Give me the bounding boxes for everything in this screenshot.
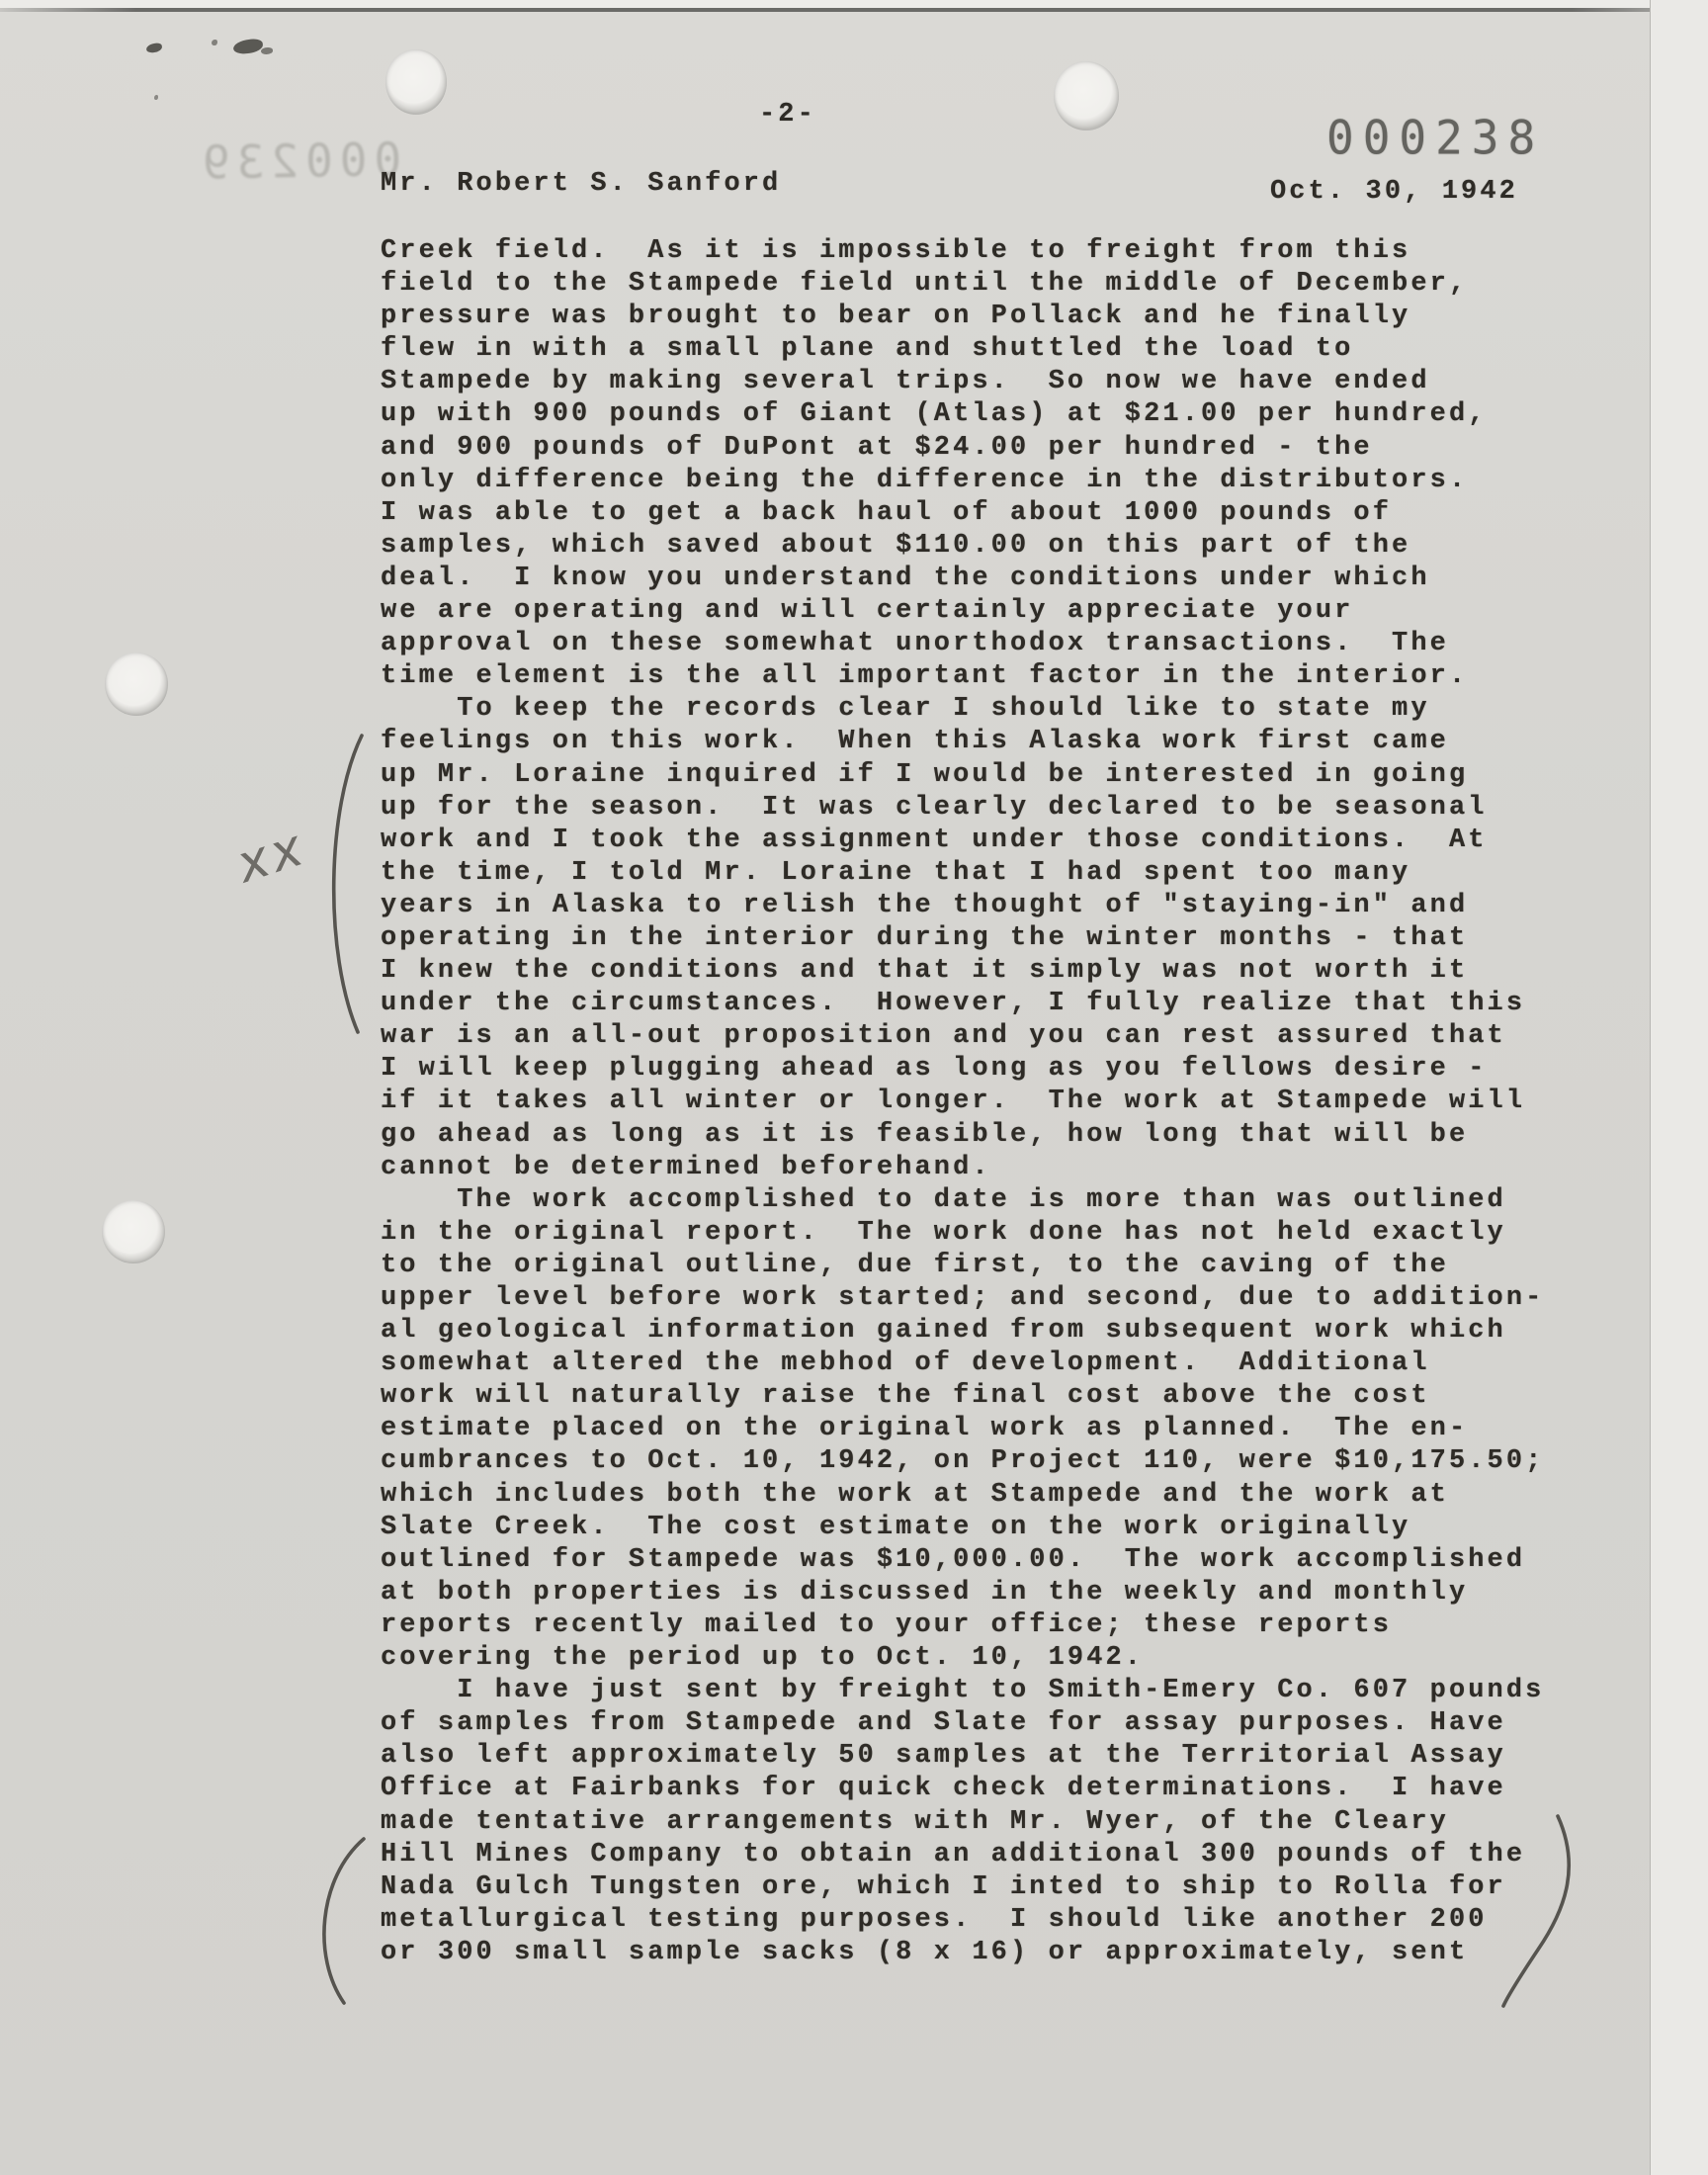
text-line: up Mr. Loraine inquired if I would be interested in going <box>381 759 1469 790</box>
text-line: made tentative arrangements with Mr. Wyer, of the Cleary <box>381 1806 1449 1837</box>
text-line: flew in with a small plane and shuttled the load to <box>381 334 1354 365</box>
text-line: upper level before work started; and second, due to addition- <box>381 1283 1545 1313</box>
text-line: if it takes all winter or longer. The work at Stampede will <box>381 1087 1526 1117</box>
text-line: cannot be determined beforehand. <box>381 1152 991 1182</box>
paragraph <box>381 693 1596 1183</box>
text-line: at both properties is discussed in the weekly and monthly <box>381 1577 1469 1608</box>
letter-body-text <box>381 235 1596 1969</box>
scan-top-band <box>0 0 1708 8</box>
page-right-edge <box>1650 0 1708 2175</box>
text-line: metallurgical testing purposes. I should like another 200 <box>381 1904 1488 1935</box>
text-line: al geological information gained from subsequent work which <box>381 1316 1506 1347</box>
punch-hole-top-left <box>385 49 447 115</box>
text-line: time element is the all important factor in the interior. <box>381 661 1469 692</box>
text-line: reports recently mailed to your office; these reports <box>381 1610 1393 1640</box>
paragraph <box>381 235 1596 693</box>
text-line: in the original report. The work done has not held exactly <box>381 1217 1506 1248</box>
text-line: Nada Gulch Tungsten ore, which I inted to ship to Rolla for <box>381 1871 1506 1902</box>
text-line: up for the season. It was clearly declared to be seasonal <box>381 792 1488 823</box>
text-line: I was able to get a back haul of about 1000 pounds of <box>381 497 1393 528</box>
text-line: I knew the conditions and that it simply was not worth it <box>381 956 1469 987</box>
text-line: Office at Fairbanks for quick check determinations. I have <box>381 1774 1506 1804</box>
text-line: The work accomplished to date is more than was outlined <box>381 1184 1506 1215</box>
text-line: deal. I know you understand the conditions under which <box>381 563 1430 593</box>
text-line: to the original outline, due first, to the caving of the <box>381 1250 1449 1280</box>
ink-smudge <box>261 47 273 54</box>
text-line: pressure was brought to bear on Pollack and he finally <box>381 302 1411 332</box>
document-stamp-number: 000238 <box>1326 110 1545 165</box>
ink-smudge <box>232 38 263 54</box>
text-line: work and I took the assignment under those conditions. At <box>381 825 1488 855</box>
ink-smudge <box>212 40 217 45</box>
text-line: up with 900 pounds of Giant (Atlas) at $21.00 per hundred, <box>381 399 1488 430</box>
text-line: I will keep plugging ahead as long as you fellows desire - <box>381 1054 1488 1085</box>
margin-bracket-open-upper <box>316 730 368 1038</box>
text-line: under the circumstances. However, I fully realize that this <box>381 989 1526 1019</box>
bleed-through-stamp-number: 000239 <box>195 132 402 190</box>
margin-bracket-open-lower <box>306 1831 370 2011</box>
text-line: I have just sent by freight to Smith-Emery Co. 607 pounds <box>381 1676 1545 1706</box>
text-line: of samples from Stampede and Slate for assay purposes. Have <box>381 1708 1506 1739</box>
text-line: covering the period up to Oct. 10, 1942. <box>381 1643 1145 1674</box>
text-line: years in Alaska to relish the thought of "staying-in" and <box>381 890 1469 920</box>
text-line: estimate placed on the original work as planned. The en- <box>381 1414 1469 1444</box>
text-line: To keep the records clear I should like to state my <box>381 694 1430 725</box>
punch-hole-left-upper <box>105 652 168 716</box>
text-line: also left approximately 50 samples at the Territorial Assay <box>381 1741 1506 1772</box>
text-line: outlined for Stampede was $10,000.00. The work accomplished <box>381 1544 1526 1575</box>
text-line: and 900 pounds of DuPont at $24.00 per hundred - the <box>381 432 1373 463</box>
page-top-edge <box>0 8 1708 12</box>
text-line: go ahead as long as it is feasible, how long that will be <box>381 1119 1469 1150</box>
text-line: which includes both the work at Stampede and the work at <box>381 1479 1449 1510</box>
text-line: we are operating and will certainly appreciate your <box>381 596 1354 627</box>
paragraph <box>381 1184 1596 1675</box>
text-line: or 300 small sample sacks (8 x 16) or approximately, sent <box>381 1937 1469 1967</box>
text-line: Creek field. As it is impossible to freight from this <box>381 236 1411 266</box>
paragraph <box>381 1675 1596 1969</box>
text-line: field to the Stampede field until the middle of December, <box>381 269 1469 300</box>
text-line: feelings on this work. When this Alaska work first came <box>381 727 1449 757</box>
text-line: operating in the interior during the winter months - that <box>381 922 1469 953</box>
addressee-name: Mr. Robert S. Sanford <box>381 169 782 199</box>
text-line: the time, I told Mr. Loraine that I had spent too many <box>381 857 1411 888</box>
punch-hole-left-lower <box>102 1200 165 1263</box>
ink-smudge <box>154 95 158 100</box>
handwritten-xx-mark: xx <box>229 817 314 896</box>
text-line: Slate Creek. The cost estimate on the work originally <box>381 1512 1411 1542</box>
text-line: approval on these somewhat unorthodox transactions. The <box>381 629 1449 659</box>
text-line: work will naturally raise the final cost above the cost <box>381 1381 1430 1412</box>
letter-date: Oct. 30, 1942 <box>1270 177 1518 207</box>
text-line: war is an all-out proposition and you can rest assured that <box>381 1021 1506 1052</box>
text-line: somewhat altered the mebhod of development. Additional <box>381 1348 1430 1379</box>
margin-bracket-close-lower <box>1500 1811 1591 2011</box>
page-number: -2- <box>759 100 816 130</box>
text-line: samples, which saved about $110.00 on this part of the <box>381 530 1411 561</box>
punch-hole-top-right <box>1054 61 1119 130</box>
text-line: only difference being the difference in the distributors. <box>381 465 1469 495</box>
ink-smudge <box>145 43 162 53</box>
text-line: Hill Mines Company to obtain an additional 300 pounds of the <box>381 1839 1526 1870</box>
text-line: Stampede by making several trips. So now we have ended <box>381 367 1430 397</box>
text-line: cumbrances to Oct. 10, 1942, on Project 110, were $10,175.50; <box>381 1446 1545 1477</box>
